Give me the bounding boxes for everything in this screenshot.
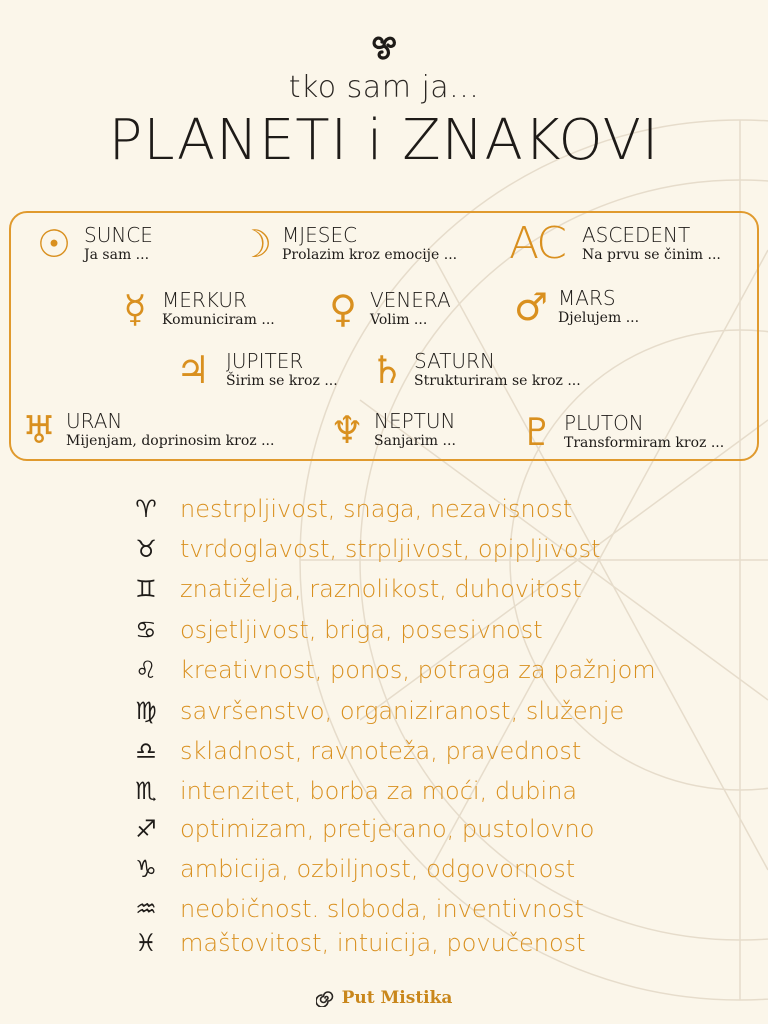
planet-desc: Ja sam ...: [84, 247, 150, 263]
sign-traits: nestrpljivost, snaga, nezavisnost: [180, 495, 573, 523]
sign-traits: osjetljivost, briga, posesivnost: [180, 616, 543, 644]
planet-ascedent: [502, 218, 721, 269]
taurus-icon: ♉: [135, 535, 157, 563]
planet-saturn: [370, 350, 581, 390]
planet-uran: [22, 410, 274, 450]
subtitle: tko sam ja...: [288, 70, 480, 105]
mars-icon: ♂: [514, 285, 549, 329]
planet-name: PLUTON: [564, 411, 644, 435]
list-item: [0, 771, 768, 811]
sagittarius-icon: ♐: [135, 815, 157, 843]
pluto-icon: ♇: [520, 410, 555, 454]
planet-desc: Transformiram kroz ...: [564, 435, 725, 451]
planet-desc: Djelujem ...: [558, 310, 640, 326]
planet-desc: Volim ...: [370, 312, 428, 328]
page-title: PLANETI i ZNAKOVI: [108, 108, 660, 173]
planet-desc: Komuniciram ...: [162, 312, 275, 328]
spiral-icon: [316, 989, 334, 1007]
planet-venera: [326, 289, 451, 329]
planet-sunce: [34, 224, 153, 264]
leo-icon: ♌: [135, 656, 157, 684]
sun-icon: ☉: [36, 222, 72, 266]
list-item: [0, 809, 768, 849]
saturn-icon: ♄: [370, 348, 405, 392]
sign-traits: tvrdoglavost, strpljivost, opipljivost: [180, 535, 601, 563]
sign-traits: neobičnost. sloboda, inventivnost: [180, 895, 584, 923]
planet-name: MERKUR: [162, 288, 247, 312]
virgo-icon: ♍: [135, 697, 157, 725]
aquarius-icon: ♒: [135, 895, 157, 923]
planet-desc: Na prvu se činim ...: [582, 247, 721, 263]
planet-mjesec: [238, 224, 457, 264]
planet-name: JUPITER: [226, 349, 304, 373]
triskele-icon: [364, 26, 404, 66]
planet-desc: Mijenjam, doprinosim kroz ...: [66, 433, 275, 449]
capricorn-icon: ♑: [135, 855, 157, 883]
planet-desc: Sanjarim ...: [374, 433, 456, 449]
sign-traits: savršenstvo, organiziranost, služenje: [180, 697, 625, 725]
mercury-icon: ☿: [123, 287, 147, 331]
planet-desc: Širim se kroz ...: [226, 373, 338, 389]
planet-desc: Prolazim kroz emocije ...: [282, 247, 458, 263]
list-item: [0, 731, 768, 771]
sign-traits: optimizam, pretjerano, pustolovno: [180, 815, 595, 843]
sign-traits: ambicija, ozbiljnost, odgovornost: [180, 855, 576, 883]
pisces-icon: ♓: [135, 929, 157, 957]
scorpio-icon: ♏: [135, 777, 157, 805]
list-item: [0, 569, 768, 609]
list-item: [0, 691, 768, 731]
planet-mars: [514, 287, 639, 327]
sign-traits: maštovitost, intuicija, povučenost: [180, 929, 586, 957]
list-item: [0, 489, 768, 529]
list-item: [0, 529, 768, 569]
list-item: [0, 650, 768, 690]
moon-icon: ☽: [238, 222, 273, 266]
uranus-icon: ♅: [22, 408, 57, 452]
planet-neptun: [330, 410, 456, 450]
planet-jupiter: [170, 350, 338, 390]
brand-name: Put Mistika: [341, 988, 453, 1008]
sign-traits: intenzitet, borba za moći, dubina: [180, 777, 578, 805]
list-item: [0, 923, 768, 963]
jupiter-icon: ♃: [175, 348, 211, 392]
venus-icon: ♀: [329, 287, 357, 331]
aries-icon: ♈: [135, 495, 157, 523]
libra-icon: ♎: [135, 737, 157, 765]
neptune-icon: ♆: [330, 408, 365, 452]
planet-name: SATURN: [414, 349, 495, 373]
ascendant-icon: AC: [508, 218, 566, 269]
planet-name: VENERA: [370, 288, 451, 312]
sign-traits: kreativnost, ponos, potraga za pažnjom: [180, 656, 656, 684]
planet-name: URAN: [66, 409, 123, 433]
footer: [0, 988, 768, 1008]
planet-name: SUNCE: [84, 223, 153, 247]
planet-name: MARS: [558, 286, 616, 310]
planet-pluton: [520, 412, 724, 452]
planet-name: ASCEDENT: [582, 223, 691, 247]
planet-name: MJESEC: [282, 223, 358, 247]
planet-merkur: [118, 289, 275, 329]
gemini-icon: ♊: [135, 575, 157, 603]
list-item: [0, 610, 768, 650]
planet-name: NEPTUN: [374, 409, 456, 433]
sign-traits: znatiželja, raznolikost, duhovitost: [180, 575, 582, 603]
list-item: [0, 849, 768, 889]
cancer-icon: ♋: [135, 616, 157, 644]
planet-desc: Strukturiram se kroz ...: [414, 373, 581, 389]
sign-traits: skladnost, ravnoteža, pravednost: [180, 737, 582, 765]
